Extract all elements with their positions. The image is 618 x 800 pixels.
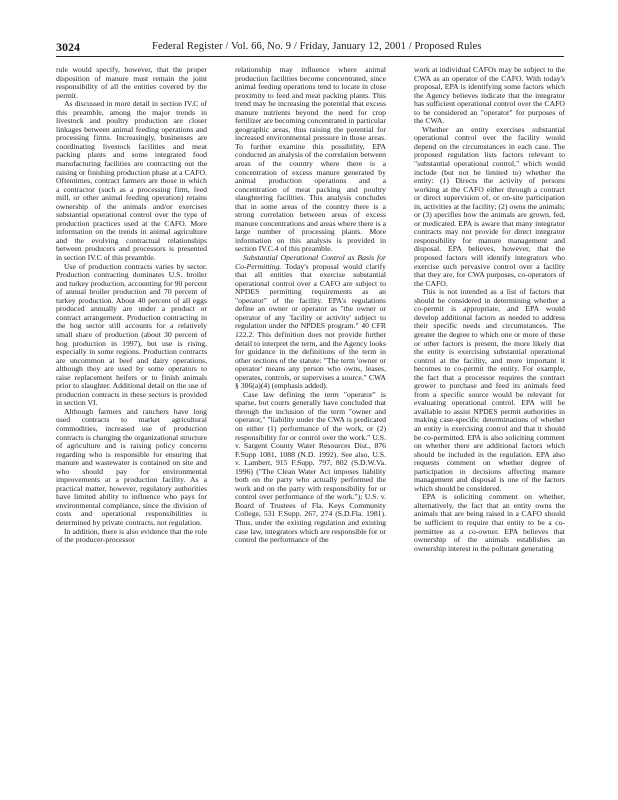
paragraph: Whether an entity exercises substantial operational control over the facility would depend on the circumstances in each case. The proposed regulation lists factors relevant to "substantial operational control," which would include (but not be limited to) whether the entity: (1) Directs the activity of persons working at the CAFO either through a contract or direct supervision of, or on-site participation in, activities at the facility; (2) owns the animals; or (3) specifies how the animals are grown, fed, or medicated. EPA is aware that many integrator contracts may not provide for direct integrator responsibility for manure management and disposal. EPA believes, however, that the proposed factors will identify integrators who exercise such pervasive control over a facility that they are, for CWA purposes, co-operators of the CAFO.	[414, 124, 565, 288]
paragraph: As discussed in more detail in section IV.C of this preamble, among the major trends in livestock and poultry production are closer linkages between animal feeding operations and processing firms. Increasingly, businesses are coordinating livestock facilities and meat packing plants and some integrated food manufacturing facilities are contracting out the raising or finishing production phase at a CAFO. Oftentimes, contract farmers are those in which a contractor (such as a processing firm, feed mill, or other animal feeding operation) retains ownership of the animals and/or exercises substantial operational control over the type of production practices used at the CAFO. More information on the trends in animal agriculture and the evolving contractual relationships between producers and processors is presented in section IV.C of this preamble.	[56, 99, 207, 263]
paragraph: Although farmers and ranchers have long used contracts to market agricultural commodities, increased use of production contracts is changing the organizational structure of agriculture and is raising policy concerns regarding who is responsible for ensuring that manure and wastewater is contained on site and who should pay for environmental improvements at a production facility. As a practical matter, however, regulatory authorities have limited ability to influence who pays for environmental compliance, since the division of costs and operational responsibilities is determined by private contracts, not regulation.	[56, 406, 207, 527]
paragraph: relationship may influence where animal production facilities become concentrated, since animal feeding operations tend to locate in close proximity to feed and meat packing plants. This trend may be increasing the potential that excess manure nutrients beyond the need for crop fertilizer are becoming concentrated in particular geographic areas, thus raising the potential for increased environmental pressure in those areas. To further examine this possibility, EPA conducted an analysis of the correlation between areas of the country where there is a concentration of excess manure generated by animal production operations and a concentration of meat packing and poultry slaughtering facilities. This analysis concludes that in some areas of the country there is a strong correlation between areas of excess manure concentrations and areas where there is a large number of processing plants. More information on this analysis is provided in section IV.C.4 of this preamble.	[235, 65, 386, 254]
paragraph: work at individual CAFOs may be subject to the CWA as an operator of the CAFO. With today's proposal, EPA is identifying some factors which the Agency believes indicate that the integrator has sufficient operational control over the CAFO to be considered an "operator" for purposes of the CWA.	[414, 65, 565, 126]
paragraph: In addition, there is also evidence that the role of the producer-processor	[56, 526, 207, 545]
running-head: Federal Register / Vol. 66, No. 9 / Friday, January 12, 2001 / Proposed Rules	[152, 41, 482, 52]
paragraph: rule would specify, however, that the proper disposition of manure must remain the joint responsibility of all the entities covered by the permit.	[56, 65, 207, 100]
section-subheading: Substantial Operational Control as Basis for Co-Permitting.	[235, 253, 386, 271]
text-column-middle	[235, 66, 386, 545]
page-number: 3024	[56, 40, 80, 54]
paragraph: Use of production contracts varies by sector. Production contracting dominates U.S. broiler and turkey production, accounting for 90 percent of annual broiler production and 70 percent of turkey production. About 40 percent of all eggs produced annually are under a product or contract arrangement. Production contracting in the hog sector still accounts for a relatively small share of production (about 30 percent of hog production in 1997), but use is rising, especially in some regions. Production contracts are uncommon at beef and dairy operations, although they are used by some operators to raise replacement heifers or to finish animals prior to slaughter. Additional detail on the use of production contracts in these sectors is provided in section VI.	[56, 261, 207, 408]
paragraph: Case law defining the term "operator" is sparse, but courts generally have concluded that through the inclusion of the term "owner and operator," "liability under the CWA is predicated on either (1) performance of the work, or (2) responsibility for or control over the work." U.S. v. Sargent County Water Resources Dist., 876 F.Supp 1081, 1088 (N.D. 1992). See also, U.S. v. Lambert, 915 F.Supp. 797, 802 (S.D.W.Va. 1996) ("The Clean Water Act imposes liability both on the party who actually performed the work and on the party with responsibility for or control over performance of the work."); U.S. v. Board of Trustees of Fla. Keys Community College, 531 F.Supp. 267, 274 (S.D.Fla. 1981). Thus, under the existing regulation and existing case law, integrators which are responsible for or control the performance of the	[235, 389, 386, 545]
text-column-left	[56, 66, 207, 545]
paragraph: EPA is soliciting comment on whether, alternatively, the fact that an entity owns the animals that are being raised in a CAFO should be sufficient to require that entity to be a co-permittee as a co-owner. EPA believes that ownership of the animals establishes an ownership interest in the pollutant generating	[414, 492, 565, 553]
paragraph: This is not intended as a list of factors that should be considered in determining whether a co-permit is appropriate, and EPA would develop additional factors as needed to address their specific needs and circumstances. The greater the degree to which one or more of these or other factors is present, the more likely that the entity is exercising substantial operational control at the facility, and more important it becomes to co-permit the entity. For example, the fact that a processor requires the contract grower to purchase and feed its animals feed from a specific source would be relevant for evaluating operational control. EPA will be available to assist NPDES permit authorities in making case-specific determinations of whether an entity is exercising control and that it should be co-permitted. EPA is also soliciting comment on whether there are additional factors which should be included in the regulation. EPA also requests comment on whether degree of participation in decisions affecting manure management and disposal is one of the factors which should be considered.	[414, 287, 565, 493]
text-column-right	[414, 66, 565, 553]
page-header	[56, 40, 564, 57]
paragraph-with-subhead	[235, 254, 386, 391]
paragraph-text: Today's proposal would clarify that all entities that exercise substantial operational control over a CAFO are subject to NPDES permitting requirements as an "operator" of the facility. EPA's regulations define an owner or operator as "the owner or operator of any 'facility or activity' subject to regulation under the NPDES program." 40 CFR 122.2. This definition does not provide further detail to interpret the term, and the Agency looks for guidance in the definitions of the term in other sections of the statute: "The term 'owner or operator' means any person who owns, leases, operates, controls, or supervises a source." CWA § 306(a)(4) (emphasis added).	[235, 261, 386, 391]
